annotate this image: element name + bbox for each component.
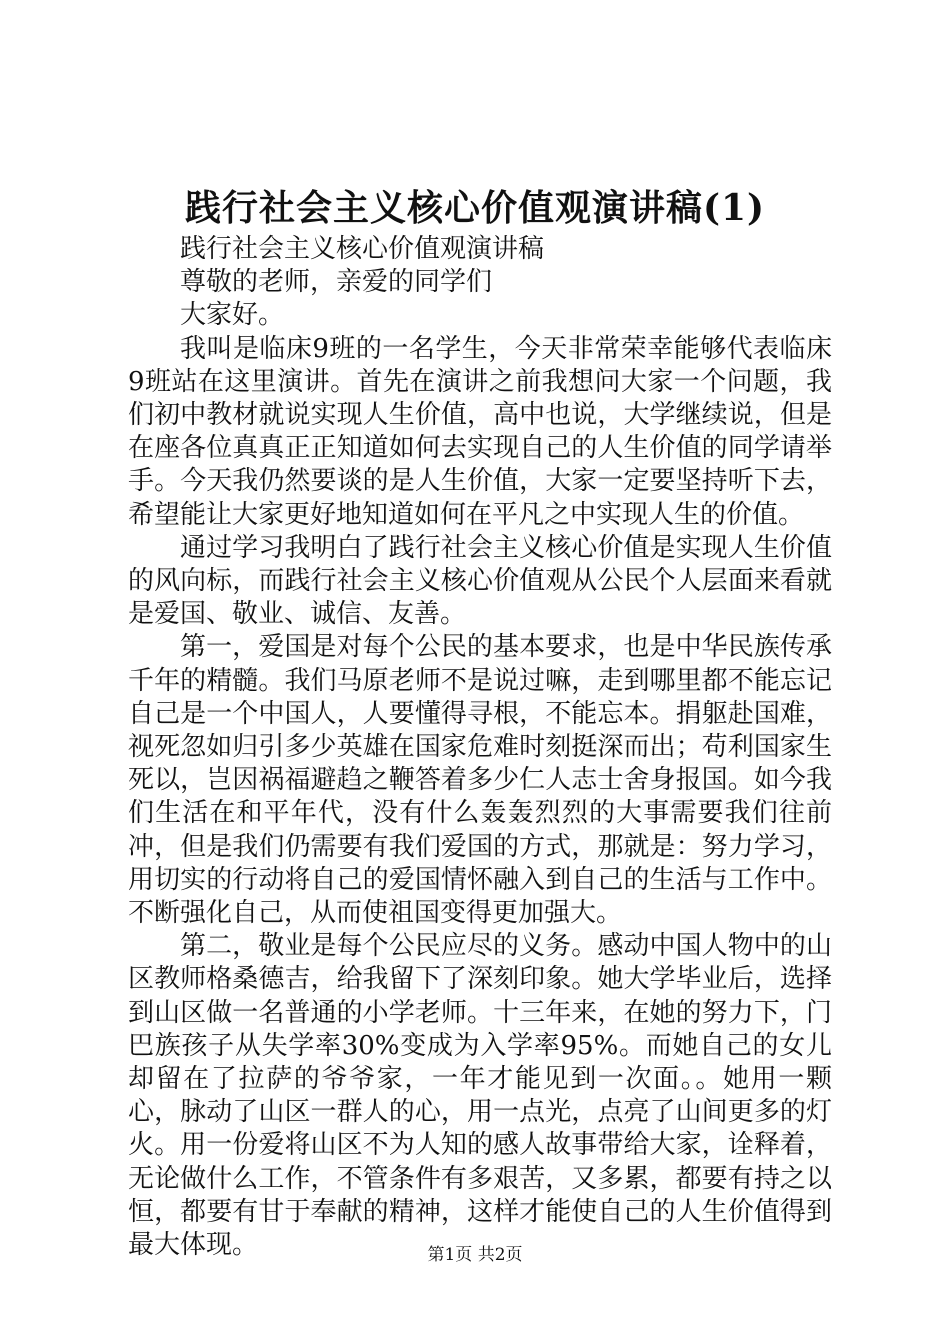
greeting-line: 大家好。 [180,300,285,331]
patriotism-paragraph: 第一，爱国是对每个公民的基本要求，也是中华民族传承千年的精髓。我们马原老师不是说过嘛，走到哪里都不能忘记自己是一个中国人，人要懂得寻根，不能忘本。捐躯赴国难，视死忽如归引多少英雄在国家危难时刻挺深而出；苟利国家生死以，岂因祸福避趋之鞭答着多少仁人志士舍身报国。如今我们生活在和平年代，没有什么轰轰烈烈的大事需要我们往前冲，但是我们仍需要有我们爱国的方式，那就是：努力学习，用切实的行动将自己的爱国情怀融入到自己的生活与工作中。不断强化自己，从而使祖国变得更加强大。 [128,632,832,929]
document-body [128,233,832,1262]
dedication-paragraph: 第二，敬业是每个公民应尽的义务。感动中国人物中的山区教师格桑德吉，给我留下了深刻印象。她大学毕业后，选择到山区做一名普通的小学老师。十三年来，在她的努力下，门巴族孩子从失学率30%变成为入学率95%。而她自己的女儿却留在了拉萨的爷爷家，一年才能见到一次面。。她用一颗心，脉动了山区一群人的心，用一点光，点亮了山间更多的灯火。用一份爱将山区不为人知的感人故事带给大家，诠释着，无论做什么工作，不管条件有多艰苦，又多累，都要有持之以恒，都要有甘于奉献的精神，这样才能使自己的人生价值得到最大体现。 [128,931,832,1261]
salutation-line: 尊敬的老师，亲爱的同学们 [180,267,493,298]
document-title: 践行社会主义核心价值观演讲稿(1) [184,187,766,229]
thesis-paragraph: 通过学习我明白了践行社会主义核心价值是实现人生价值的风向标，而践行社会主义核心价值观从公民个人层面来看就是爱国、敬业、诚信、友善。 [128,532,832,630]
page-footer: 第1页 共2页 [427,1245,523,1265]
speech-title-line: 践行社会主义核心价值观演讲稿 [180,234,545,264]
intro-paragraph: 我叫是临床9班的一名学生，今天非常荣幸能够代表临床9班站在这里演讲。首先在演讲之前我想问大家一个问题，我们初中教材就说实现人生价值，高中也说，大学继续说，但是在座各位真真正正知道如何去实现自己的人生价值的同学请举手。今天我仍然要谈的是人生价值，大家一定要坚持听下去，希望能让大家更好地知道如何在平凡之中实现人生的价值。 [128,333,832,530]
